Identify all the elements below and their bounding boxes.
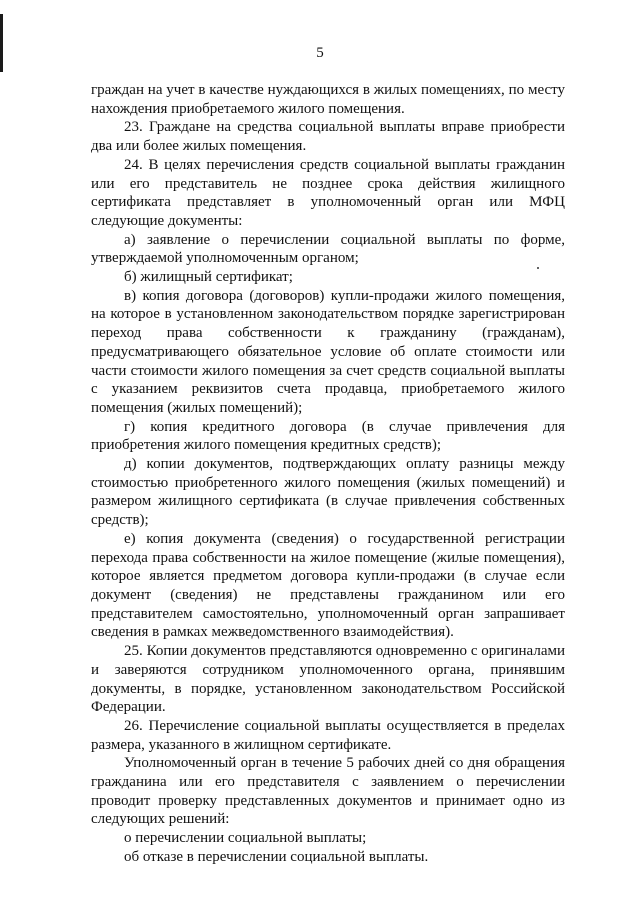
scan-edge-mark [0,14,3,72]
decision-option-transfer: о перечислении социальной выплаты; [124,830,367,847]
paragraph-26: 26. Перечисление социальной выплаты осуществляется в пределах размера, указанного в жилищном сертификате. [91,717,565,753]
list-item-a: а) заявление о перечислении социальной выплаты по форме, утверждаемой уполномоченным органом; [91,231,565,267]
list-item-g: г) копия кредитного договора (в случае привлечения для приобретения жилого помещения кредитных средств); [91,418,565,454]
list-item-e: е) копия документа (сведения) о государственной регистрации перехода права собственности на жилое помещение (жилые помещения), которое является предметом договора купли-продажи (в случае если документ (сведения) не представлены гражданином или его представителем самостоятельно, уполномоченный орган запрашивает сведения в рамках межведомственного взаимодействия). [91,530,565,641]
list-item-v: в) копия договора (договоров) купли-продажи жилого помещения, на которое в установленном законодательством порядке зарегистрирован переход права собственности к гражданину (гражданам), предусматривающего обязательное условие об оплате стоимости или части стоимости жилого помещения за счет средств социальной выплаты с указанием реквизитов счета продавца, приобретаемого жилого помещения (жилых помещений); [91,287,565,416]
list-item-d: д) копии документов, подтверждающих оплату разницы между стоимостью приобретенного жилого помещения (жилых помещений) и размером жилищного сертификата (в случае привлечения собственных средств); [91,456,565,529]
decision-option-refusal: об отказе в перечислении социальной выплаты. [124,848,429,865]
paragraph-23: 23. Граждане на средства социальной выплаты вправе приобрести два или более жилых помещения. [91,119,565,155]
list-item-b: б) жилищный сертификат; [124,269,293,286]
document-body [91,81,565,867]
paragraph-continuation: граждан на учет в качестве нуждающихся в жилых помещениях, по месту нахождения приобретаемого жилого помещения. [91,82,565,117]
paragraph-24: 24. В целях перечисления средств социальной выплаты гражданин или его представитель не позднее срока действия жилищного сертификата представляет в уполномоченный орган или МФЦ следующие документы: [91,156,565,229]
page-number: 5 [316,45,324,61]
paragraph-decision: Уполномоченный орган в течение 5 рабочих дней со дня обращения гражданина или его представителя с заявлением о перечислении проводит проверку представленных документов и принимает одно из следующих решений: [91,755,565,828]
paragraph-25: 25. Копии документов представляются одновременно с оригиналами и заверяются сотрудником уполномоченного органа, принявшим документы, в порядке, установленном законодательством Российской Федерации. [91,643,565,716]
